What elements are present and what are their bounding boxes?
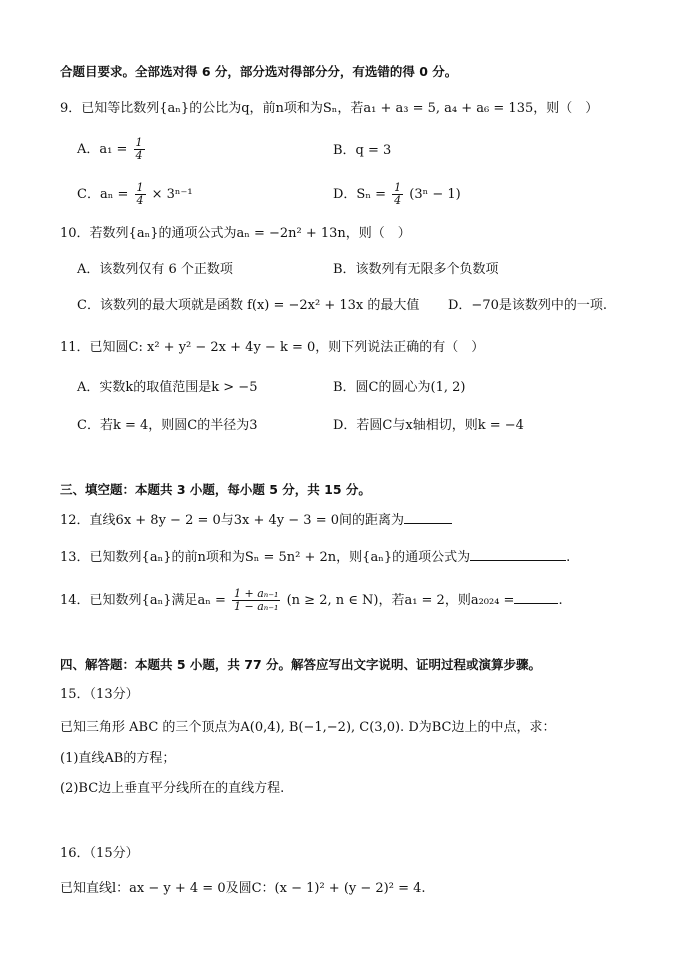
q14-numerator: 1 + aₙ₋₁ (234, 587, 279, 600)
q10-option-d: D．−70是该数列中的一项. (448, 298, 607, 313)
question-14-post: (n ≥ 2, n ∈ N)，若a₁ = 2，则a₂₀₂₄ = (286, 593, 515, 608)
question-9-stem: 9．已知等比数列{aₙ}的公比为q，前n项和为Sₙ，若a₁ + a₃ = 5, a₄ + a₆ = 135，则（ ） (60, 101, 599, 116)
q9-option-d-tail: (3ⁿ − 1) (409, 187, 461, 202)
question-12 (60, 511, 452, 530)
q10-option-c: C．该数列的最大项就是函数 f(x) = −2x² + 13x 的最大值 (77, 298, 420, 313)
question-15-part-2: (2)BC边上垂直平分线所在的直线方程. (60, 781, 285, 796)
q9-a-denominator: 4 (135, 149, 143, 162)
question-10-stem: 10．若数列{aₙ}的通项公式为aₙ = −2n² + 13n，则（ ） (60, 226, 411, 241)
section-4-heading: 四、解答题：本题共 5 小题，共 77 分。解答应写出文字说明、证明过程或演算步骤。 (60, 657, 542, 672)
question-15-head: 15．（13分） (60, 687, 139, 702)
q9-a-numerator: 1 (135, 136, 143, 149)
q9-option-c-fraction (135, 182, 146, 207)
q11-option-d: D．若圆C与x轴相切，则k = −4 (333, 418, 524, 433)
question-13-text: 13．已知数列{aₙ}的前n项和为Sₙ = 5n² + 2n，则{aₙ}的通项公式为 (60, 550, 471, 565)
q10-option-a: A．该数列仅有 6 个正数项 (77, 262, 233, 277)
q13-period: . (566, 550, 571, 565)
q9-d-denominator: 4 (394, 194, 402, 207)
q14-period: . (558, 593, 563, 608)
question-14-pre: 14．已知数列{aₙ}满足aₙ = (60, 593, 226, 608)
q11-option-b: B．圆C的圆心为(1, 2) (333, 380, 466, 395)
q9-option-c (77, 182, 193, 207)
q9-option-d-label: D．Sₙ = (333, 187, 386, 202)
q9-c-numerator: 1 (136, 181, 144, 194)
q14-fraction (232, 588, 280, 613)
q9-option-d-fraction (392, 182, 403, 207)
q14-answer-blank[interactable] (514, 591, 558, 604)
q9-option-a-fraction (134, 137, 145, 162)
q9-option-a-label: A．a₁ = (77, 142, 128, 157)
q9-d-numerator: 1 (394, 181, 402, 194)
q12-answer-blank[interactable] (404, 511, 452, 524)
question-13 (60, 548, 570, 567)
question-12-text: 12．直线6x + 8y − 2 = 0与3x + 4y − 3 = 0间的距离为 (60, 513, 405, 528)
question-14 (60, 588, 563, 613)
question-16-head: 16．（15分） (60, 846, 139, 861)
question-11-stem: 11．已知圆C: x² + y² − 2x + 4y − k = 0，则下列说法正确的有（ ） (60, 340, 485, 355)
question-16-body: 已知直线l：ax − y + 4 = 0及圆C：(x − 1)² + (y − 2)² = 4. (60, 881, 426, 896)
question-15-part-1: (1)直线AB的方程； (60, 751, 176, 766)
q9-option-d (333, 182, 461, 207)
section-intro: 合题目要求。全部选对得 6 分，部分选对得部分分，有选错的得 0 分。 (60, 64, 458, 79)
q9-option-b: B．q = 3 (333, 143, 392, 158)
q11-option-a: A．实数k的取值范围是k > −5 (77, 380, 258, 395)
q14-denominator: 1 − aₙ₋₁ (234, 600, 279, 613)
section-3-heading: 三、填空题：本题共 3 小题，每小题 5 分，共 15 分。 (60, 482, 371, 497)
q10-option-b: B．该数列有无限多个负数项 (333, 262, 499, 277)
q9-c-denominator: 4 (136, 194, 144, 207)
q9-option-a (77, 137, 147, 162)
q11-option-c: C．若k = 4，则圆C的半径为3 (77, 418, 258, 433)
q13-answer-blank[interactable] (470, 548, 566, 561)
q9-option-c-tail: × 3ⁿ⁻¹ (151, 187, 193, 202)
q9-option-c-label: C．aₙ = (77, 187, 129, 202)
question-15-body: 已知三角形 ABC 的三个顶点为A(0,4), B(−1,−2), C(3,0). D为BC边上的中点，求： (60, 720, 556, 735)
